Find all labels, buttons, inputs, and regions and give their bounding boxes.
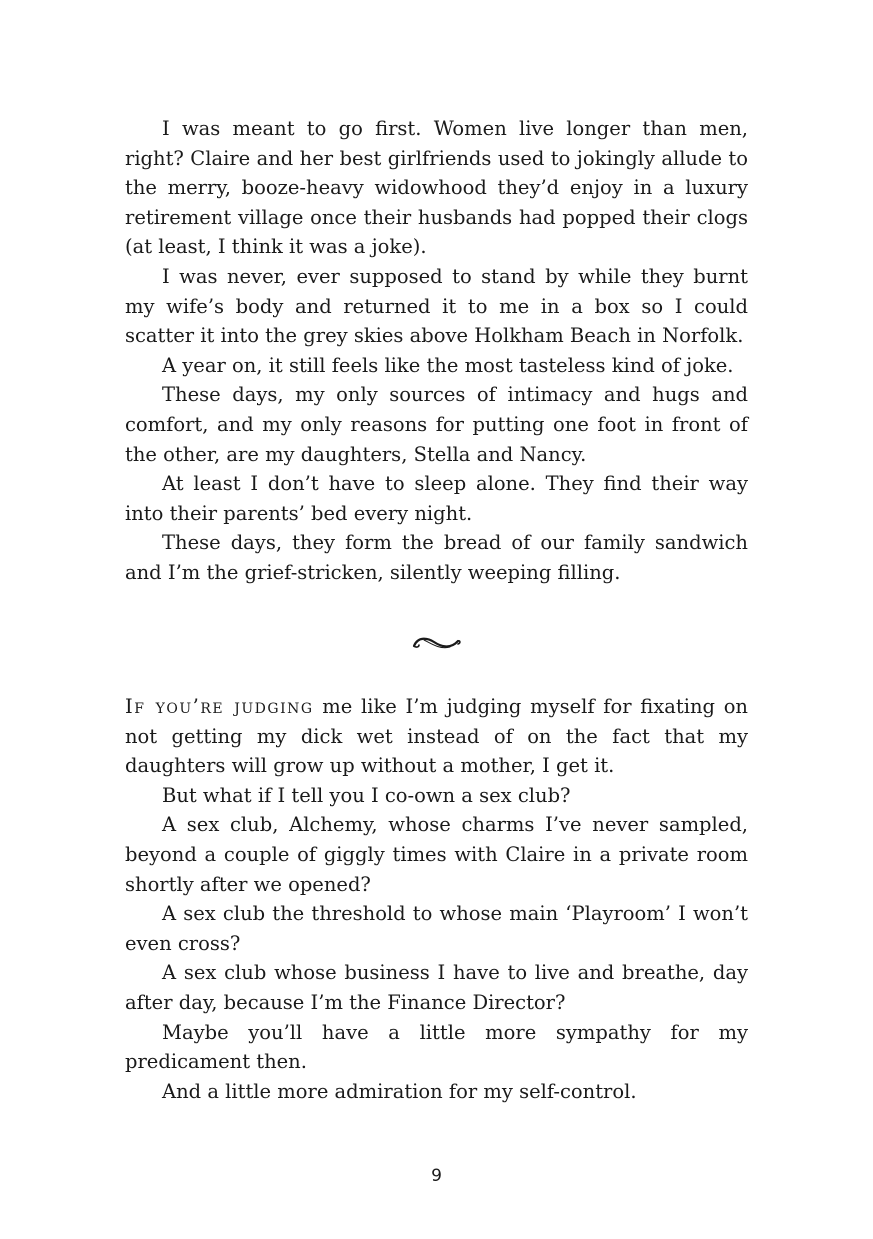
paragraph: A sex club whose business I have to live and breathe, day after day, because I’m the Finance Director? [125, 961, 748, 1014]
section-2-text [125, 692, 748, 1106]
paragraph: A sex club the threshold to whose main ‘Playroom’ I won’t even cross? [125, 902, 748, 955]
paragraph: A year on, it still feels like the most tasteless kind of joke. [162, 353, 734, 377]
paragraph: These days, my only sources of intimacy and hugs and comfort, and my only reasons for putting one foot in front of the other, are my daughters, Stella and Nancy. [125, 383, 748, 466]
paragraph: At least I don’t have to sleep alone. They find their way into their parents’ bed every night. [125, 472, 748, 525]
opening-paragraph [125, 692, 748, 781]
small-caps-lead-in: If you’re judging [125, 695, 314, 718]
paragraph: I was never, ever supposed to stand by while they burnt my wife’s body and returned it to me in a box so I could scatter it into the grey skies above Holkham Beach in Norfolk. [125, 264, 748, 348]
paragraph: These days, they form the bread of our family sandwich and I’m the grief-stricken, silently weeping filling. [125, 531, 748, 584]
paragraph: I was meant to go first. Women live longer than men, right? Claire and her best girlfriends used to jokingly allude to the merry, booze-heavy widowhood they’d enjoy in a luxury retirement village once their husbands had popped their clogs (at least, I think it was a joke). [125, 117, 748, 259]
page-number: 9 [431, 1166, 442, 1186]
opening-paragraph-text: me like I’m judging myself for fixating on not getting my dick wet instead of on the fact that my daughters will grow up without a mother, I get it. [125, 695, 748, 778]
paragraph: A sex club, Alchemy, whose charms I’ve never sampled, beyond a couple of giggly times with Claire in a private room shortly after we opened? [125, 813, 748, 896]
paragraph: Maybe you’ll have a little more sympathy for my predicament then. [125, 1020, 748, 1074]
swash-ornament-icon [410, 632, 462, 654]
section-1-text [125, 114, 748, 588]
paragraph: And a little more admiration for my self-control. [162, 1079, 637, 1103]
paragraph: But what if I tell you I co-own a sex club? [162, 783, 571, 807]
